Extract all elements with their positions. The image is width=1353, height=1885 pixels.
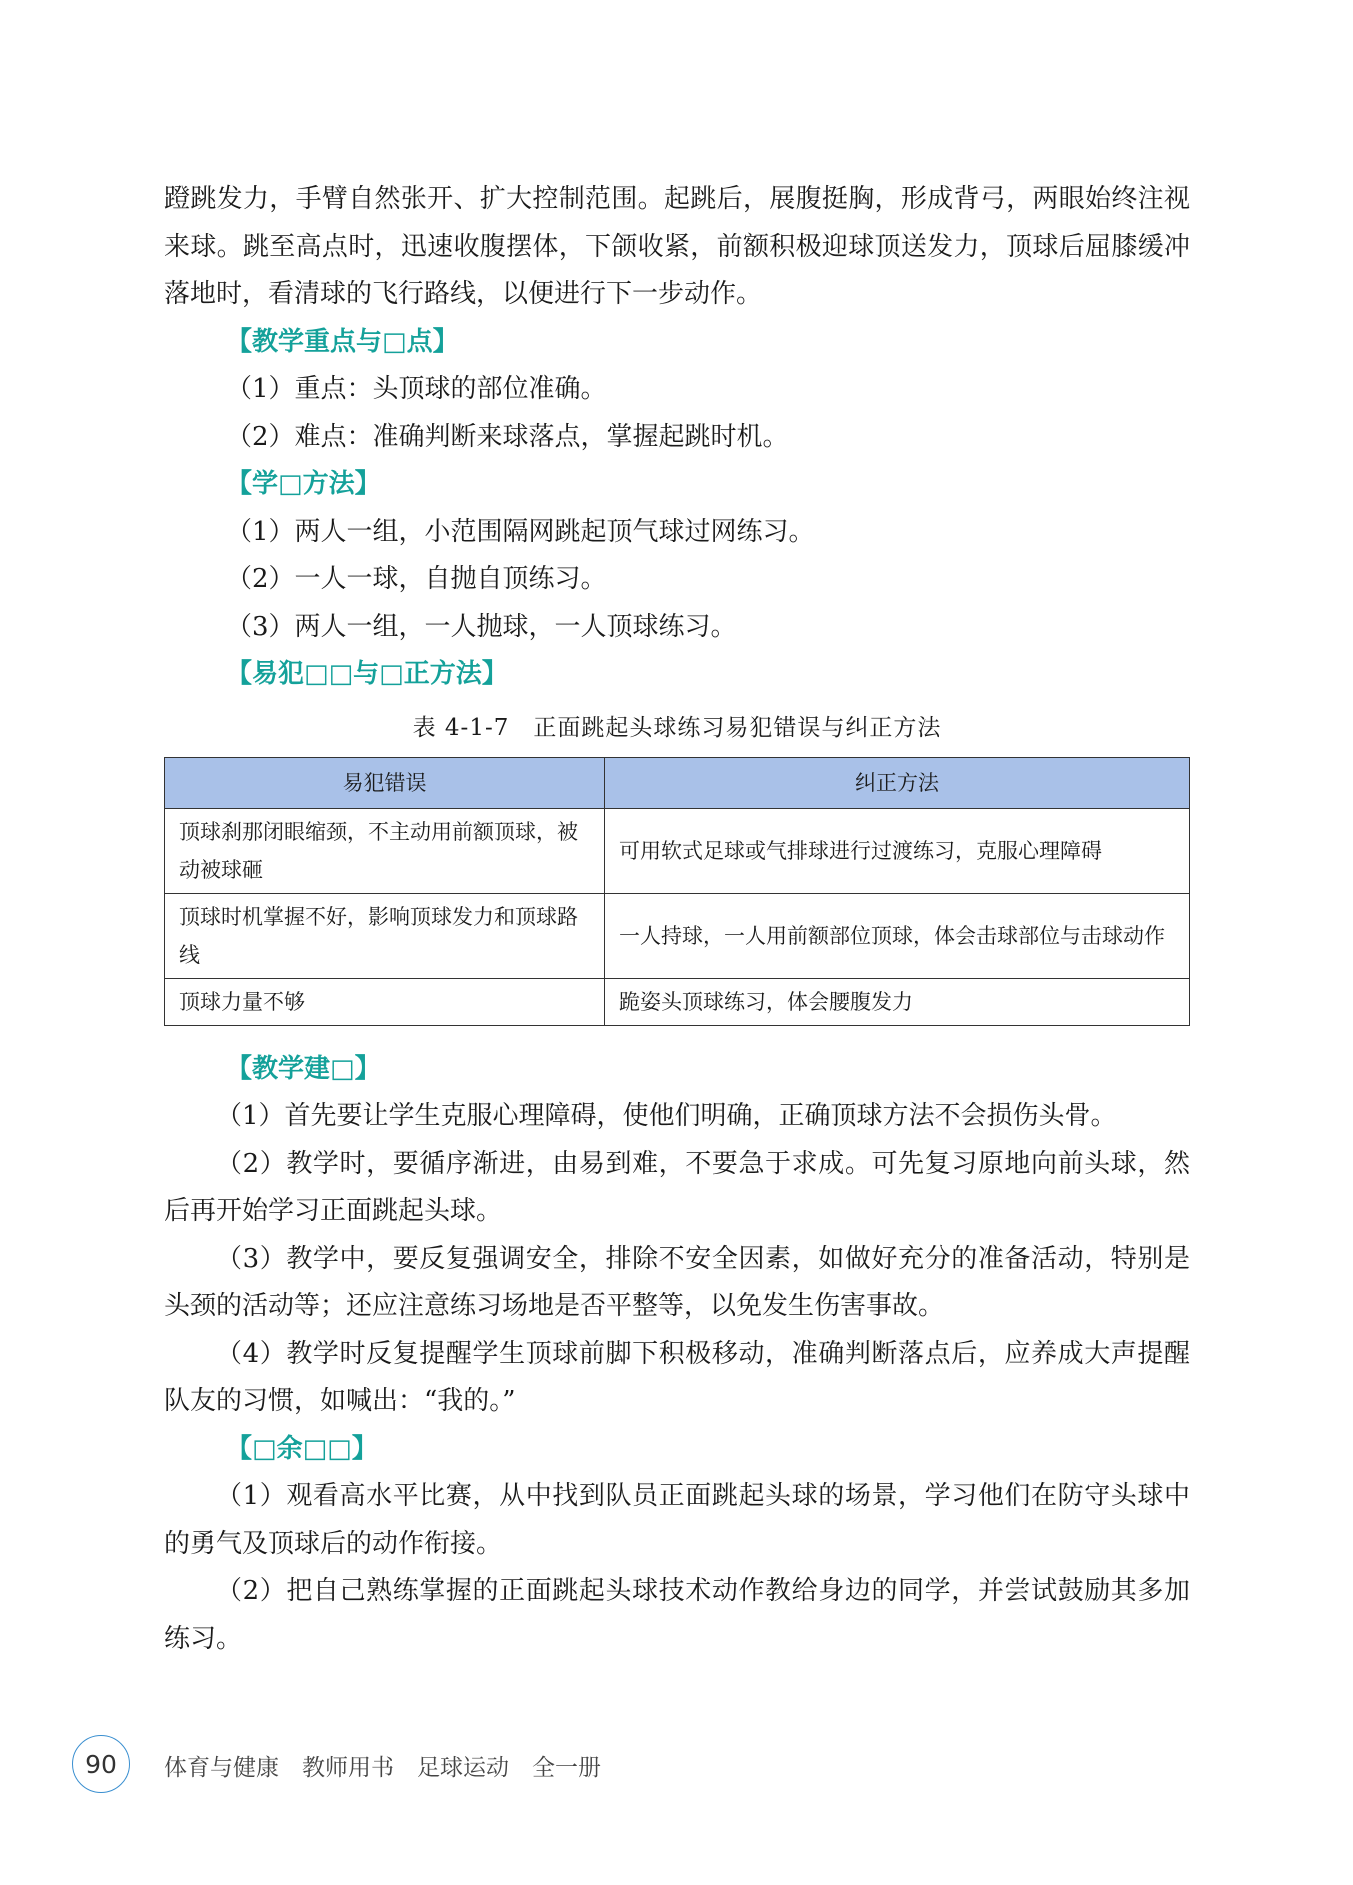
table-header-cell: 易犯错误 <box>165 757 605 808</box>
heading-errors: 【易犯□□与□正方法】 <box>226 659 508 689</box>
suggestion-item: （3）教学中，要反复强调安全，排除不安全因素，如做好充分的准备活动，特别是头颈的活动等；还应注意练习场地是否平整等，以免发生伤害事故。 <box>164 1243 1190 1321</box>
table-caption: 表 4-1-7 正面跳起头球练习易犯错误与纠正方法 <box>412 714 942 741</box>
table-row <box>165 978 1190 1025</box>
extracurricular-item: （2）把自己熟练掌握的正面跳起头球技术动作教给身边的同学，并尝试鼓励其多加练习。 <box>164 1576 1190 1654</box>
table-header-row <box>165 757 1190 808</box>
table-cell: 顶球时机掌握不好，影响顶球发力和顶球路线 <box>165 893 605 978</box>
table-row <box>165 893 1190 978</box>
extracurricular-item: （1）观看高水平比赛，从中找到队员正面跳起头球的场景，学习他们在防守头球中的勇气及顶球后的动作衔接。 <box>164 1481 1190 1559</box>
suggestion-item: （1）首先要让学生克服心理障碍，使他们明确，正确顶球方法不会损伤头骨。 <box>216 1101 1117 1131</box>
table-cell: 跪姿头顶球练习，体会腰腹发力 <box>605 978 1190 1025</box>
page-number: 90 <box>72 1735 130 1793</box>
error-correction-table <box>164 757 1190 1026</box>
table-row <box>165 808 1190 893</box>
table-cell: 可用软式足球或气排球进行过渡练习，克服心理障碍 <box>605 808 1190 893</box>
heading-methods: 【学□方法】 <box>226 469 381 499</box>
suggestion-item: （4）教学时反复提醒学生顶球前脚下积极移动，准确判断落点后，应养成大声提醒队友的习惯，如喊出：“我的。” <box>164 1338 1190 1416</box>
page-footer <box>72 1735 872 1793</box>
heading-suggestions: 【教学建□】 <box>226 1053 381 1084</box>
heading-key-points: 【教学重点与□点】 <box>226 326 459 357</box>
footer-book-title: 体育与健康 教师用书 足球运动 全一册 <box>164 1755 601 1781</box>
heading-extracurricular: 【□余□□】 <box>226 1433 378 1464</box>
table-cell: 顶球力量不够 <box>165 978 605 1025</box>
key-point-item: （2）难点：准确判断来球落点，掌握起跳时机。 <box>226 421 789 452</box>
table-cell: 一人持球，一人用前额部位顶球，体会击球部位与击球动作 <box>605 893 1190 978</box>
method-item: （3）两人一组，一人抛球，一人顶球练习。 <box>226 611 737 642</box>
page-content <box>164 176 1190 1663</box>
key-point-item: （1）重点：头顶球的部位准确。 <box>226 374 607 404</box>
suggestion-item: （2）教学时，要循序渐进，由易到难，不要急于求成。可先复习原地向前头球，然后再开始学习正面跳起头球。 <box>164 1148 1190 1226</box>
table-header-cell: 纠正方法 <box>605 757 1190 808</box>
method-item: （2）一人一球，自抛自顶练习。 <box>226 564 607 594</box>
method-item: （1）两人一组，小范围隔网跳起顶气球过网练习。 <box>226 516 815 547</box>
intro-paragraph: 蹬跳发力，手臂自然张开、扩大控制范围。起跳后，展腹挺胸，形成背弓，两眼始终注视来球。跳至高点时，迅速收腹摆体，下颌收紧，前额积极迎球顶送发力，顶球后屈膝缓冲落地时，看清球的飞行路线，以便进行下一步动作。 <box>164 184 1190 309</box>
table-cell: 顶球刹那闭眼缩颈，不主动用前额顶球，被动被球砸 <box>165 808 605 893</box>
